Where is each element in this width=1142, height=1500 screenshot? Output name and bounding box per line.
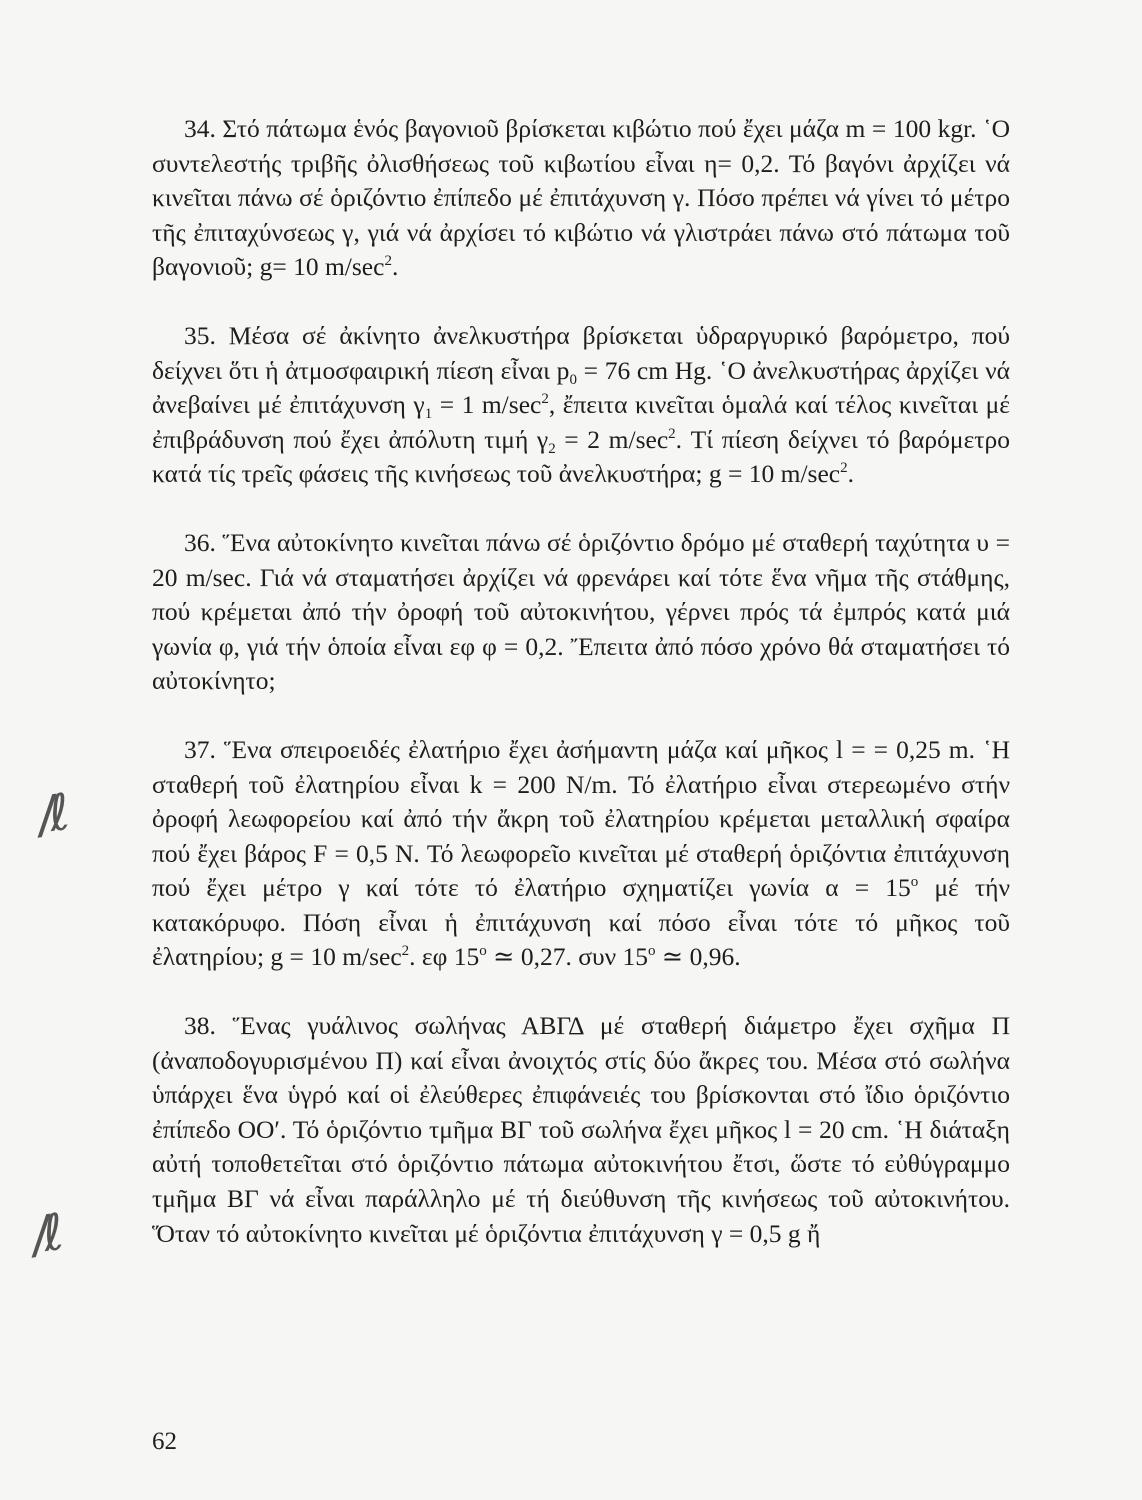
problem-36: 36. Ἕνα αὐτοκίνητο κινεῖται πάνω σέ ὁριζόντιο δρόμο μέ σταθερή ταχύτητα υ = 20 m/sec. Γιά νά σταματήσει ἀρχίζει νά φρενάρει καί τότε ἕνα νῆμα τῆς στάθμης, πού κρέμεται ἀπό τήν ὀροφή τοῦ αὐτοκινήτου, γέρνει πρός τά ἐμπρός κατά μιά γωνία φ, γιά τήν ὁποία εἶναι εφ φ = 0,2. Ἔπειτα ἀπό πόσο χρόνο θά σταματήσει τό αὐτοκίνητο;	[152, 527, 1010, 696]
handwritten-margin-note: /ℓ	[34, 783, 68, 845]
problem-38: 38. Ἕνας γυάλινος σωλήνας ΑΒΓΔ μέ σταθερή διάμετρο ἔχει σχῆμα Π (ἀναποδογυρισμένου Π) καί εἶναι ἀνοιχτός στίς δύο ἄκρες του. Μέσα στό σωλήνα ὑπάρχει ἕνα ὑγρό καί οἱ ἐλεύθερες ἐπιφάνειές του βρίσκονται στό ἴδιο ὁριζόντιο ἐπίπεδο ΟΟ′. Τό ὁριζόντιο τμῆμα ΒΓ τοῦ σωλήνα ἔχει μῆκος l = 20 cm. ῾Η διάταξη αὐτή τοποθετεῖται στό ὁριζόντιο πάτωμα αὐτοκινήτου ἔτσι, ὥστε τό εὐθύγραμμο τμῆμα ΒΓ νά εἶναι παράλληλο μέ τή διεύθυνση τῆς κινήσεως τοῦ αὐτοκινήτου. Ὅταν τό αὐτοκίνητο κινεῖται μέ ὁριζόντια ἐπιτάχυνση γ = 0,5 g ἤ	[152, 1011, 1010, 1248]
problem-37: 37. Ἕνα σπειροειδές ἐλατήριο ἔχει ἀσήμαντη μάζα καί μῆκος l = = 0,25 m. ῾Η σταθερή τοῦ ἐλατηρίου εἶναι k = 200 N/m. Τό ἐλατήριο εἶναι στερεωμένο στήν ὀροφή λεωφορείου καί ἀπό τήν ἄκρη τοῦ ἐλατηρίου κρέμεται μεταλλική σφαίρα πού ἔχει βάρος F = 0,5 N. Τό λεωφορεῖο κινεῖται μέ σταθερή ὁριζόντια ἐπιτάχυνση πού ἔχει μέτρο γ καί τότε τό ἐλατήριο σχηματίζει γωνία $\alpha = 15^o$ μέ τήν κατακόρυφο. Πόση εἶναι ἡ ἐπιτάχυνση καί πόσο εἶναι τότε τό μῆκος τοῦ ἐλατηρίου; g = 10 $m/\sec^2$. εφ 15$^o$ ≃ 0,27. συν 15$^o$ ≃ 0,96.	[152, 734, 1010, 972]
problem-35: 35. Μέσα σέ ἀκίνητο ἀνελκυστήρα βρίσκεται ὑδραργυρικό βαρόμετρο, πού δείχνει ὅτι ἡ ἀτμοσφαιρική πίεση εἶναι $p_0 = 76$ cm Hg. ῾Ο ἀνελκυστήρας ἀρχίζει νά ἀνεβαίνει μέ ἐπιτάχυνση $\gamma_1 = 1$ $m/\sec^2$, ἔπειτα κινεῖται ὁμαλά καί τέλος κινεῖται μέ ἐπιβράδυνση πού ἔχει ἀπόλυτη τιμή $\gamma_2 = 2$ $m/\sec^2$. Τί πίεση δείχνει τό βαρόμετρο κατά τίς τρεῖς φάσεις τῆς κινήσεως τοῦ ἀνελκυστήρα; g = 10 $m/\sec^2$.	[152, 320, 1010, 489]
problem-34: 34. Στό πάτωμα ἑνός βαγονιοῦ βρίσκεται κιβώτιο πού ἔχει μάζα m = 100 kgr. ῾Ο συντελεστής τριβῆς ὀλισθήσεως τοῦ κιβωτίου εἶναι η= 0,2. Τό βαγόνι ἀρχίζει νά κινεῖται πάνω σέ ὁριζόντιο ἐπίπεδο μέ ἐπιτάχυνση γ. Πόσο πρέπει νά γίνει τό μέτρο τῆς ἐπιταχύνσεως γ, γιά νά ἀρχίσει τό κιβώτιο νά γλιστράει πάνω στό πάτωμα τοῦ βαγονιοῦ; g= 10 $m/\sec^2$.	[152, 114, 1010, 282]
handwritten-margin-note: /ℓ	[28, 1203, 62, 1265]
page-number: 62	[152, 1428, 177, 1455]
page-body	[152, 112, 1010, 1285]
